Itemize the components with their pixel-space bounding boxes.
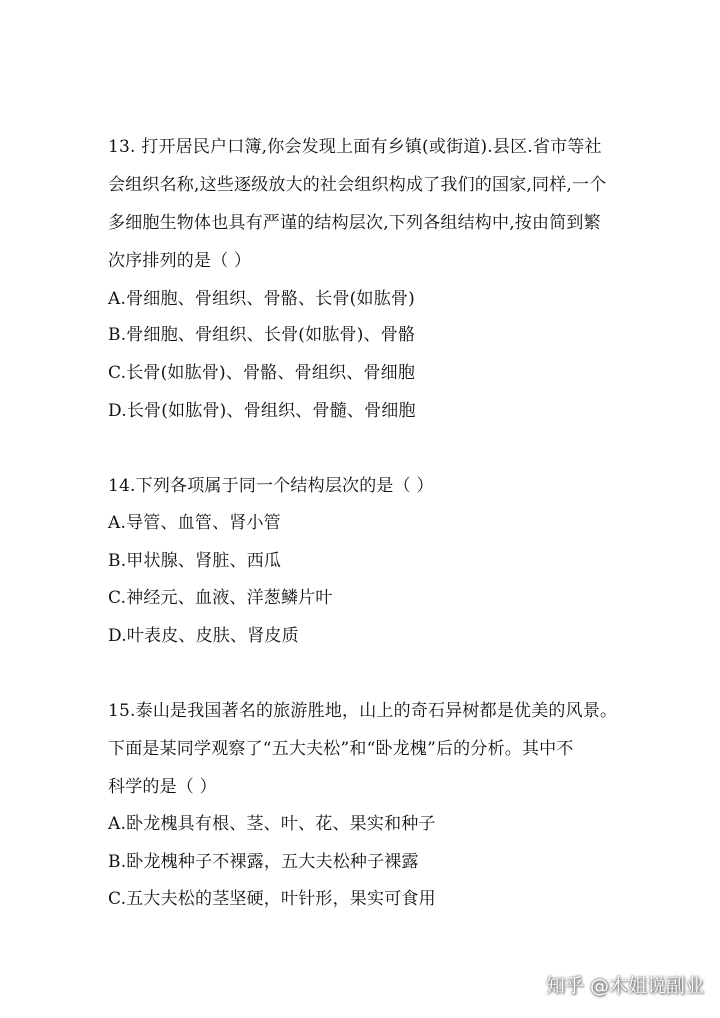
question-15-option-a: A.卧龙槐具有根、茎、叶、花、果实和种子 <box>108 814 436 834</box>
question-14-stem-line-1: 14.下列各项属于同一个结构层次的是（ ） <box>108 476 434 496</box>
question-14-option-c: C.神经元、血液、洋葱鳞片叶 <box>108 588 333 608</box>
question-13-stem-line-3: 多细胞生物体也具有严谨的结构层次,下列各组结构中,按由简到繁 <box>108 213 601 233</box>
question-15-stem-line-3: 科学的是（ ） <box>108 777 217 797</box>
question-15-stem-line-2: 下面是某同学观察了“五大夫松”和“卧龙槐”后的分析。其中不 <box>108 739 574 759</box>
question-13-option-b: B.骨细胞、骨组织、长骨(如肱骨)、骨骼 <box>108 325 416 345</box>
question-14-option-b: B.甲状腺、肾脏、西瓜 <box>108 551 282 571</box>
question-13-option-c: C.长骨(如肱骨)、骨骼、骨组织、骨细胞 <box>108 363 416 383</box>
question-14-option-d: D.叶表皮、皮肤、肾皮质 <box>108 626 299 646</box>
question-13-stem-line-1: 13. 打开居民户口簿,你会发现上面有乡镇(或街道).县区.省市等社 <box>108 137 602 157</box>
question-13-stem-line-4: 次序排列的是（ ） <box>108 251 252 271</box>
question-15-option-c: C.五大夫松的茎坚硬，叶针形，果实可食用 <box>108 889 436 909</box>
question-13-option-d: D.长骨(如肱骨)、骨组织、骨髓、骨细胞 <box>108 401 416 421</box>
question-13-stem-line-2: 会组织名称,这些逐级放大的社会组织构成了我们的国家,同样,一个 <box>108 175 607 195</box>
question-14-option-a: A.导管、血管、肾小管 <box>108 513 281 533</box>
question-15-option-b: B.卧龙槐种子不裸露，五大夫松种子裸露 <box>108 852 419 872</box>
zhihu-watermark: 知乎 @木姐说副业 <box>545 975 704 997</box>
question-13-option-a: A.骨细胞、骨组织、骨骼、长骨(如肱骨) <box>108 289 415 309</box>
question-15-stem-line-1: 15.泰山是我国著名的旅游胜地，山上的奇石异树都是优美的风景。 <box>108 701 618 721</box>
